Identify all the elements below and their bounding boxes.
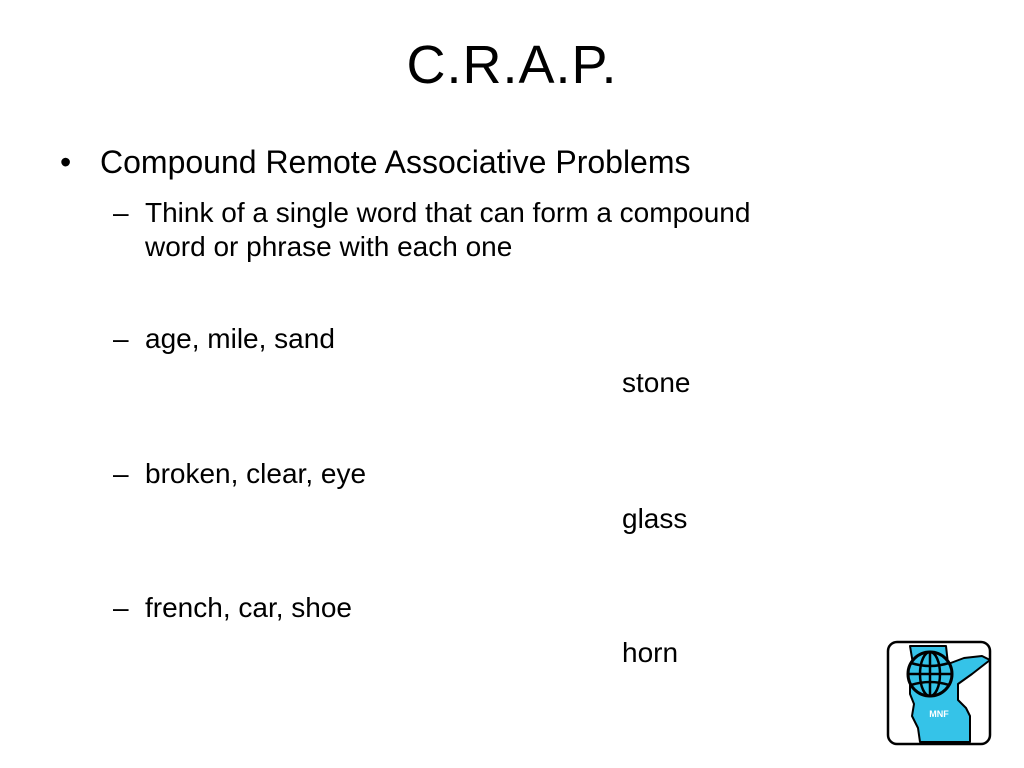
problem-cue-3: french, car, shoe — [145, 592, 353, 623]
slide-title: C.R.A.P. — [406, 35, 618, 95]
problem-answer-1: stone — [622, 367, 691, 398]
mnf-logo-graphic — [886, 640, 992, 746]
logo-label: MNF — [929, 709, 949, 719]
problem-answer-2: glass — [622, 503, 688, 534]
problem-answer-3: horn — [622, 637, 679, 668]
sub-bullet-dash: – — [113, 458, 129, 489]
mnf-logo — [886, 640, 992, 746]
globe-icon — [908, 652, 952, 696]
problem-cue-1: age, mile, sand — [145, 323, 335, 354]
instruction-text — [145, 196, 750, 264]
sub-bullet-dash: – — [113, 197, 129, 228]
instruction-line-1: Think of a single word that can form a compound — [145, 197, 751, 228]
problem-cue-2: broken, clear, eye — [145, 458, 367, 489]
sub-bullet-dash: – — [113, 592, 129, 623]
bullet-glyph: • — [60, 144, 72, 180]
instruction-line-2: word or phrase with each one — [145, 231, 513, 262]
main-bullet-text: Compound Remote Associative Problems — [100, 144, 691, 180]
sub-bullet-dash: – — [113, 323, 129, 354]
